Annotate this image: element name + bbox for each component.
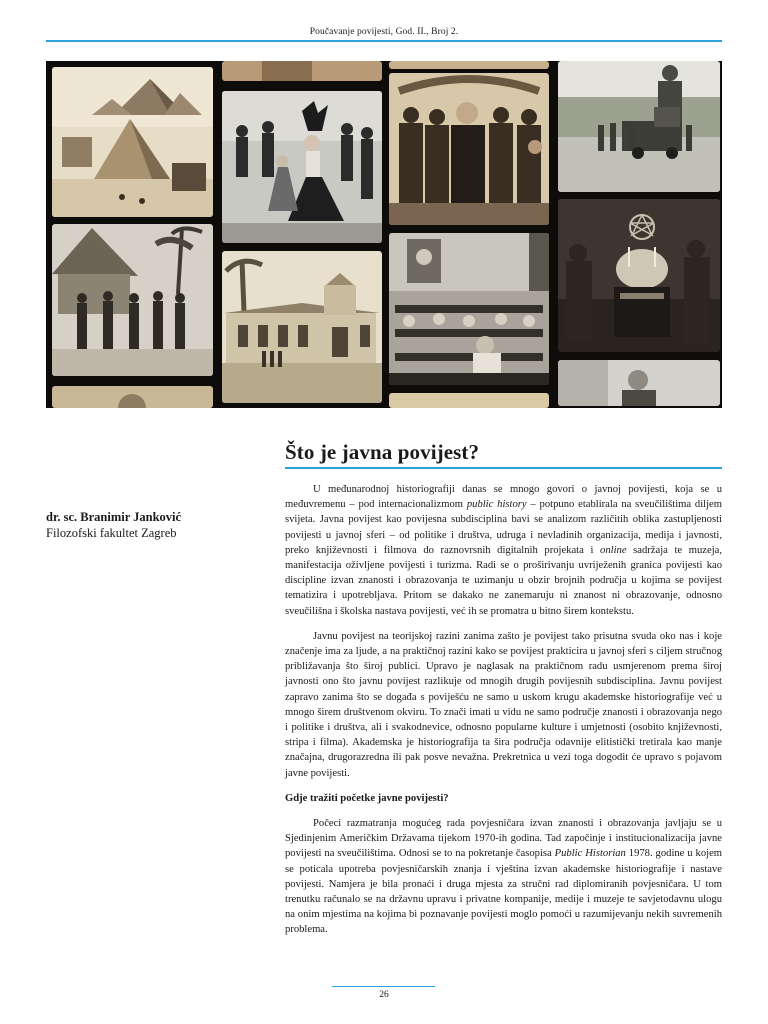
paragraph-1: U međunarodnoj historiografiji danas se mnogo govori o javnoj povijesti, koja se u međuvremenu – pod internacionalizmom public history – potpuno etablirala na sveučilištima diljem svijeta. Javna povijest kao povijesna subdisciplina bavi se analizom različitih oblika zastupljenosti povijesti u javnoj sferi – od politike i društva, udruga i nevladinih organizacija, medija i javnosti, preko književnosti i filmova do raznovrsnih digitalnih projekata i online sadržaja te muzeja, manifestacija oživljene povijesti i turizma. Radi se o proširivanju uvriježenih granica povijesti kao discipline izvan znanosti i obrazovanja te uzimanju u obzir brojnih područja u kojima se povijest tematizira i upotrebljava. Pritom se dakako ne zanemaruju ni znanost ni obrazovanje, odnosno sveučilišna i školska nastava povijesti, već ih se promatra u bitno širem kontekstu.: [285, 484, 723, 617]
photo-top-strip-left: [222, 61, 382, 81]
article-body: [285, 482, 722, 948]
page-number: 26: [379, 990, 389, 1000]
term-public-history: public history: [466, 499, 527, 511]
header-rule: [46, 40, 722, 42]
photo-pyramids: [52, 67, 213, 217]
running-header: Poučavanje povijesti, God. II., Broj 2.: [309, 27, 459, 37]
photo-bottom-strip-right: [389, 393, 549, 408]
paragraph-2: Javnu povijest na teorijskoj razini zanima zašto je povijest tako prisutna svuda oko nas i koje značenje ima za ljude, a na praktičnoj razini kako se povijest prakticira u javnoj sferi s ciljem stručnog približavanja što široj publici. Upravo je naglasak na praktičnom radu usmjerenom prema široj javnosti ono što javnu povijest razlikuje od mnogih drugih povijesnih subdisciplina. Javnu povijest zapravo zanima što se događa s poviješću ne samo u uskom krugu akademske historiografije već u mnogo širem društvenom okviru. To znači imati u vidu ne samo područje znanosti i obrazovanja nego i politike i društva, ali i svakodnevice, odnosno popularne kulture i umjetnosti (osobito književnosti, stripa i filma). Akademska je historiografija ta šira područja odavnije elitistički tretirala kao manje značajna, drugorazredna ili pak posve nevažna. Prekretnica u vezi toga dogodit će upravo s pojavom javne povijesti.: [285, 630, 722, 779]
photo-group-portrait: [389, 73, 549, 225]
title-underline: [285, 467, 722, 469]
term-online: online: [600, 544, 627, 556]
section-heading: Gdje tražiti početke javne povijesti?: [285, 792, 449, 804]
footer-rule: [332, 986, 435, 987]
paragraph-3: Počeci razmatranja mogućeg rada povjesničara izvan znanosti i obrazovanja javljaju se u Sjedinjenim Američkim Državama tijekom 1970-ih godina. Tad započinje i institucionalizacija javne povijesti na sveučilištima. Odnosi se to na pokretanje časopisa Public Historian 1978. godine u kojem se poticala upotreba povjesničarskih znanja i vještina izvan akademske historiografije i nastave povijesti. Namjera je bila pronaći i druga mjesta za stručni rad diplomiranih povjesničara. U tom trenutku računalo se na državnu upravu i privatne kompanije, medije i muzeje te savjetodavnu ulogu na onim mjestima na kojima bi poznavanje povijesti moglo pomoći u razumijevanju nekih suvremenih problema.: [285, 818, 723, 936]
photo-statue-truck: [558, 61, 720, 192]
journal-title: Public Historian: [554, 848, 626, 860]
photo-top-strip-right: [389, 61, 549, 69]
photo-huts-villagers: [52, 224, 213, 376]
photo-bottom-strip-left: [52, 386, 213, 408]
photo-ritual-altar: [558, 199, 720, 352]
photo-folk-dance: [222, 91, 382, 243]
author-block: [46, 509, 256, 541]
author-affiliation: Filozofski fakultet Zagreb: [46, 526, 177, 540]
article-title: Što je javna povijest?: [285, 440, 480, 464]
photo-colonial-building: [222, 251, 382, 403]
photo-classroom: [389, 233, 549, 385]
author-name: dr. sc. Branimir Janković: [46, 510, 182, 524]
photo-collage: [46, 61, 722, 408]
photo-bottom-portrait: [558, 360, 720, 406]
